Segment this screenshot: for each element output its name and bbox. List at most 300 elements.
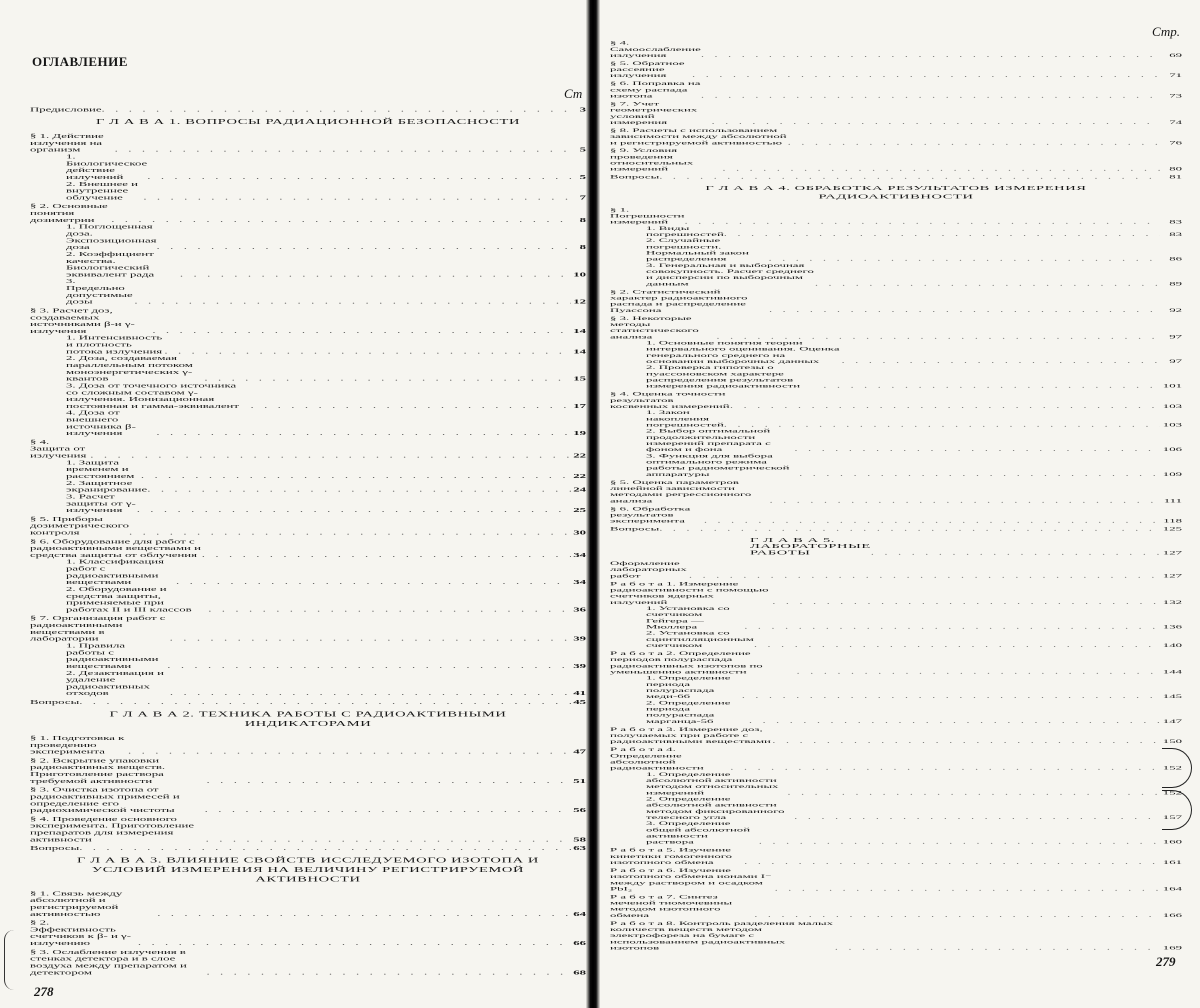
toc-entry-title: § 4. Самоослабление излучения [610, 39, 701, 59]
toc-entry [30, 479, 586, 493]
chapter-heading: Г Л А В А 1. ВОПРОСЫ РАДИАЦИОННОЙ БЕЗОПАСНОСТИ [95, 118, 521, 126]
toc-entry [610, 101, 1182, 126]
dot-leader [170, 635, 572, 642]
toc-entry [30, 203, 586, 223]
dot-leader [206, 969, 571, 976]
toc-entry-title: 4. Доза от внешнего источника β-излучения [66, 409, 136, 437]
toc-page-number: 169 [1162, 944, 1182, 951]
toc-entry [610, 580, 1182, 605]
toc-entry [610, 505, 1182, 524]
toc-entry [610, 771, 1182, 796]
toc-entry-title: § 3. Расчет доз, создаваемых источниками β-и γ-излучения [30, 307, 135, 335]
dot-leader [754, 912, 1160, 918]
dot-leader [769, 498, 1160, 504]
toc-entry [30, 459, 586, 479]
toc-entry-title: § 9. Условия проведения относительных измерений [610, 147, 694, 173]
toc-page-number: 56 [573, 806, 586, 814]
toc-entry-title: 2. Дезактивация и удаление радиоактивных отходов [66, 669, 164, 697]
chapter-heading: Г Л А В А 4. ОБРАБОТКА РЕЗУЛЬТАТОВ ИЗМЕРЕНИЯ РАДИОАКТИВНОСТИ [705, 184, 1087, 201]
dot-leader [722, 166, 1160, 172]
toc-page-number: 25 [573, 506, 586, 514]
dot-leader [90, 452, 571, 459]
toc-entry-title: § 3. Ослабление излучения в стенках детектора и в слое воздуха между препаратом и детектором [30, 948, 187, 976]
toc-entry-title: 1. Установка со счетчиком Гейгера — Мюллера [646, 605, 730, 630]
dot-leader [815, 281, 1160, 287]
dot-leader [138, 940, 571, 947]
toc-entry-title: § 1. Действие излучения на организм [30, 132, 104, 154]
toc-entry [30, 538, 586, 558]
toc-entry-title: 1. Биологическое действие излучений [66, 153, 148, 181]
toc-entry [610, 605, 1182, 630]
toc-entry-title: 2. Выбор оптимальной продолжительности измерений препарата с фоном и фона [646, 427, 771, 453]
toc-entry [610, 894, 1182, 919]
toc-page-number: 83 [1169, 218, 1182, 225]
toc-entry-title: § 5. Оценка параметров линейной зависимости методами регрессионного анализа [610, 479, 752, 504]
toc-page-number: 127 [1162, 549, 1182, 556]
toc-entry-title: § 1. Погрешности измерений [610, 206, 685, 225]
toc-entry [30, 153, 586, 180]
toc-entry [610, 409, 1182, 428]
toc-entry [610, 288, 1182, 313]
toc-page-number: 19 [573, 429, 586, 437]
toc-entry [30, 642, 586, 669]
dot-leader [659, 526, 1160, 532]
toc-entry [30, 516, 586, 536]
dot-leader [754, 642, 1160, 648]
toc-page-number: 83 [1169, 231, 1182, 238]
toc-entry [610, 174, 1182, 180]
toc-entry [30, 786, 586, 813]
toc-entry-title: Р а б о т а 4. Определение абсолютной радиоактивности [610, 746, 704, 771]
toc-entry [610, 479, 1182, 504]
dot-leader [79, 699, 571, 706]
toc-entry [610, 700, 1182, 725]
toc-page-number: 136 [1162, 623, 1182, 630]
dot-leader [685, 219, 1161, 225]
toc-page-number: 69 [1169, 52, 1182, 59]
dot-leader [788, 139, 1160, 145]
page-number: 279 [1156, 954, 1176, 969]
toc-entry [610, 147, 1182, 172]
dot-leader [794, 814, 1160, 820]
toc-entry-title: 1. Основные понятия теории интервального оценивания. Оценка генерального среднего на основании выборочных данных [646, 339, 840, 365]
toc-entry-title: § 2. Основные понятия дозиметрии [30, 202, 108, 224]
toc-entry [610, 560, 1182, 579]
toc-page-number: 14 [573, 327, 586, 335]
toc-page-number: 103 [1162, 421, 1182, 428]
toc-entry [30, 334, 586, 354]
toc-entry [610, 206, 1182, 225]
toc-page-number: 150 [1162, 738, 1182, 745]
toc-entry-title: 2. Проверка гипотезы о пуассоновском характере распределения результатов измерения радиоактивности [646, 364, 801, 390]
toc-entry-title: § 1. Подготовка к проведению эксперимента [30, 734, 125, 756]
toc-page-number: 106 [1162, 446, 1182, 453]
toc-page-number: 17 [573, 402, 586, 410]
toc-page-number: 109 [1162, 471, 1182, 478]
toc-entry-title: 1. Классификация работ с радиоактивными веществами [66, 558, 165, 586]
toc-entry [30, 586, 586, 613]
toc-entry-title: 3. Определение общей абсолютной активности раствора [646, 820, 751, 846]
toc-page-number: 157 [1162, 814, 1182, 821]
toc-page-number: 92 [1169, 307, 1182, 314]
toc-page-number: 47 [573, 748, 586, 756]
toc-entry [30, 493, 586, 513]
toc-entry-title: 2. Оборудование и средства защиты, применяемые при работах II и III классов [66, 585, 192, 613]
page-number: 278 [34, 984, 54, 999]
dot-leader [842, 358, 1160, 364]
dot-leader [176, 579, 571, 586]
dot-leader [202, 552, 571, 559]
dot-leader [180, 271, 571, 278]
dot-leader [689, 572, 1160, 578]
dot-leader [207, 778, 572, 785]
dot-leader [167, 663, 571, 670]
toc-page-number: 8 [579, 216, 586, 224]
toc-entry-title: 2. Доза, создаваемая параллельным потоком моноэнергетических γ-квантов [66, 354, 193, 383]
toc-entry-title: 2. Коэффициент качества. Биологический эквивалент рада [66, 250, 155, 278]
toc-entry-title: § 5. Приборы дозиметрического контроля [30, 515, 129, 536]
toc-entry-title: § 4. Оценка точности результатов косвенных измерений [610, 390, 730, 410]
toc-entry [610, 237, 1182, 262]
dot-leader [204, 375, 571, 382]
dot-leader [775, 886, 1160, 892]
toc-page-number: 7 [579, 194, 586, 201]
dot-leader [115, 146, 572, 153]
toc-entry [30, 439, 586, 459]
toc-entry-title: Р а б о т а 2. Определение периодов полураспада радиоактивных изотопов по уменьшению активности [610, 650, 763, 675]
toc-entry [30, 948, 586, 975]
toc-page-number: 22 [573, 472, 586, 480]
toc-entry-title: 1. Виды погрешностей [646, 224, 724, 238]
toc-entry-title: 3. Генеральная и выборочная совокупность. Расчет среднего и дисперсии по выборочным данным [646, 262, 814, 287]
toc-heading: ОГЛАВЛЕНИЕ [32, 54, 128, 69]
dot-leader [797, 669, 1160, 675]
toc-entry [610, 40, 1182, 59]
toc-page-number: 89 [1169, 280, 1182, 287]
dot-leader [128, 748, 571, 755]
toc-entry-title: 1. Закон накопления погрешностей [646, 409, 724, 428]
toc-entry [30, 615, 586, 642]
toc-entry [610, 127, 1182, 146]
toc-entry-title: § 7. Учет геометрических условий измерения [610, 100, 698, 126]
toc-page-number: 41 [573, 689, 586, 697]
toc-entry-title: 2. Случайные погрешности. Нормальный закон распределения [646, 237, 749, 263]
toc-entry [610, 820, 1182, 845]
dot-leader [823, 383, 1160, 389]
dot-leader [250, 403, 571, 410]
toc-entry-title: 2. Внешнее и внутреннее облучение [66, 180, 138, 201]
scan-artifact [1162, 748, 1192, 788]
toc-entry [30, 278, 586, 305]
toc-entry-title: 1. Поглощенная доза. Экспозиционная доза [66, 223, 157, 251]
toc-page-number: 8 [579, 243, 586, 251]
toc-entry-title: 2. Определение абсолютной активности методом фиксированного телесного угла [646, 795, 785, 821]
toc-page-number: 140 [1162, 642, 1182, 649]
dot-leader [137, 507, 572, 514]
dot-leader [701, 52, 1160, 58]
toc-page-number: 125 [1162, 525, 1182, 532]
toc-entry-title: 1. Правила работы с радиоактивными веществами [66, 642, 159, 670]
toc-page-number: 132 [1162, 598, 1182, 606]
toc-entry-title: Р а б о т а 5. Изучение кинетики гомогенного изотопного обмена [610, 846, 733, 866]
toc-page-number: 34 [573, 578, 586, 586]
toc-entry [30, 757, 586, 784]
toc-entry-title: 1. Определение абсолютной активности методом относительных измерений [646, 770, 779, 796]
toc-page-number: 166 [1162, 912, 1182, 919]
toc-entry [610, 867, 1182, 892]
toc-page-number: 5 [579, 146, 586, 154]
toc-entry [30, 223, 586, 250]
toc-entry [610, 60, 1182, 79]
chapter-heading: Г Л А В А 2. ТЕХНИКА РАБОТЫ С РАДИОАКТИВНЫМИ ИНДИКАТОРАМИ [109, 710, 507, 728]
toc-entry-title: Вопросы [610, 525, 660, 532]
toc-entry [610, 920, 1182, 951]
toc-page-number: 66 [573, 939, 586, 947]
toc-entry-title: Р а б о т а 3. Измерение доз, получаемых при работе с радиоактивными веществами [610, 725, 771, 745]
toc-entry-title: Оформление лабораторных работ [610, 560, 687, 579]
toc-page-number: 145 [1162, 693, 1182, 700]
toc-entry [610, 726, 1182, 745]
toc-entry [30, 307, 586, 334]
toc-page-number: 34 [573, 551, 586, 559]
toc-entry-title: § 4. Защита от излучения [30, 438, 87, 460]
toc-entry-title: 2. Установка со сцинтилляционным счетчиком [646, 629, 754, 649]
toc-entry-title: Вопросы [610, 173, 660, 181]
dot-leader [206, 836, 572, 843]
toc-page-number: 164 [1162, 885, 1182, 892]
toc-page-number: 15 [573, 375, 586, 383]
toc-entry-title: § 4. Проведение основного эксперимента. Приготовление препаратов для измерения активности [30, 815, 195, 843]
toc-entry [30, 669, 586, 696]
dot-leader [744, 859, 1160, 865]
scan-artifact [1162, 790, 1192, 830]
toc-entry-title: § 3. Очистка изотопа от радиоактивных примесей и определение его радиохимической чистоты [30, 786, 180, 814]
dot-leader [794, 446, 1160, 452]
toc-page-number: 103 [1162, 403, 1182, 410]
toc-page-number: 14 [573, 347, 586, 355]
toc-page-number: 45 [573, 698, 586, 706]
toc-entry-title: 3. Доза от точечного источника со сложным составом γ-излучения. Ионизационная постоянная и гамма-эквивалент [66, 382, 239, 410]
toc-page-number: 144 [1162, 668, 1182, 675]
toc-entry [30, 180, 586, 200]
dot-leader [134, 298, 571, 305]
toc-page-number: 30 [573, 529, 586, 536]
toc-page-number: 101 [1162, 382, 1182, 390]
toc-page-number: 76 [1169, 139, 1182, 146]
toc-page-number: 58 [573, 835, 586, 843]
toc-page-number: 81 [1169, 173, 1182, 181]
toc-list [30, 104, 586, 976]
toc-page-number: 152 [1162, 789, 1182, 796]
dot-leader [712, 119, 1160, 125]
toc-entry [610, 80, 1182, 99]
toc-entry [30, 699, 586, 706]
left-page [0, 0, 588, 1008]
toc-page-number: 147 [1162, 718, 1182, 725]
toc-entry [30, 355, 586, 382]
scan-artifact [4, 930, 14, 990]
page-column-header: Ст [564, 86, 583, 101]
toc-entry-title: 1. Интенсивность и плотность потока излучения [66, 334, 163, 355]
toc-entry-title: § 2. Статистический характер радиоактивного распада и распределение Пуассона [610, 288, 748, 314]
toc-page-number: 12 [573, 298, 586, 306]
toc-page-number: 68 [573, 968, 586, 976]
dot-leader [768, 256, 1160, 262]
toc-entry [30, 919, 586, 946]
toc-page-number: 36 [573, 606, 586, 613]
toc-page-number: 127 [1162, 572, 1182, 579]
toc-entry-title: 1. Определение периода полураспада меди-66 [646, 674, 731, 700]
toc-entry [610, 847, 1182, 866]
toc-entry-title: 1. Защита временем и расстоянием [66, 459, 135, 480]
toc-page-number: 118 [1163, 517, 1182, 524]
toc-entry-title: § 8. Расчеты с использованием зависимости между абсолютной и регистрируемой активностью [610, 127, 787, 146]
dot-leader [835, 945, 1160, 951]
toc-entry [610, 630, 1182, 649]
toc-entry [30, 816, 586, 843]
toc-page-number: 22 [573, 452, 586, 460]
toc-entry [30, 382, 586, 409]
dot-leader [704, 518, 1160, 524]
toc-entry-title: § 7. Организация работ с радиоактивными веществами в лаборатории [30, 614, 166, 643]
toc-page-number: 64 [573, 910, 586, 918]
dot-leader [772, 599, 1160, 605]
toc-entry [610, 526, 1182, 532]
toc-entry [610, 364, 1182, 389]
toc-entry-title: Вопросы [30, 698, 80, 706]
toc-page-number: 152 [1162, 764, 1182, 771]
toc-page-number: 86 [1169, 255, 1182, 263]
dot-leader [156, 430, 571, 437]
toc-entry [30, 133, 586, 153]
dot-leader [102, 106, 572, 113]
dot-leader [79, 845, 571, 852]
toc-page-number: 74 [1169, 119, 1182, 126]
dot-leader [730, 765, 1160, 771]
toc-entry-title: 2. Определение периода полураспада марганца-56 [646, 699, 731, 725]
toc-entry-title: Р а б о т а 1. Измерение радиоактивности с помощью счетчиков ядерных излучений [610, 580, 769, 606]
toc-entry [610, 391, 1182, 410]
toc-page-number: 97 [1169, 333, 1182, 340]
toc-page-number: 73 [1169, 92, 1182, 99]
dot-leader [769, 307, 1160, 313]
dot-leader [205, 807, 572, 814]
dot-leader [701, 93, 1160, 99]
toc-page-number: 10 [573, 271, 586, 278]
toc-entry [610, 453, 1182, 478]
dot-leader [692, 72, 1160, 78]
dot-leader [772, 738, 1160, 744]
dot-leader [759, 839, 1160, 845]
toc-entry-title: § 6. Поправка на схему распада изотопа [610, 80, 701, 99]
toc-entry-title: 3. Расчет защиты от γ-излучения [66, 493, 136, 514]
toc-page-number: 39 [573, 635, 586, 643]
toc-entry-title: Вопросы [30, 844, 80, 852]
dot-leader [129, 529, 571, 536]
dot-leader [164, 348, 571, 355]
dot-leader [141, 473, 571, 480]
dot-leader [111, 216, 572, 223]
toc-page-number: 111 [1163, 497, 1182, 504]
dot-leader [742, 693, 1160, 699]
toc-page-number: 80 [1169, 165, 1182, 173]
toc-entry-title: 3. Предельно допустимые дозы [66, 277, 133, 306]
toc-page-number: 161 [1162, 859, 1182, 866]
right-page [600, 0, 1200, 1008]
toc-page-number: 5 [579, 173, 586, 181]
toc-entry-title: § 5. Обратное рассеяние излучения [610, 60, 685, 79]
dot-leader [659, 174, 1160, 180]
toc-entry [610, 675, 1182, 700]
toc-entry-title: Г Л А В А 5. ЛАБОРАТОРНЫЕ РАБОТЫ [750, 536, 871, 557]
toc-page-number: 24 [573, 486, 586, 494]
toc-entry-title: § 2. Эффективность счетчиков к β- и γ-излучению [30, 919, 131, 947]
toc-entry [610, 225, 1182, 237]
toc-entry-title: 2. Защитное экранирование [66, 479, 148, 494]
toc-page-number: 63 [573, 844, 586, 852]
toc-entry-title: Р а б о т а 8. Контроль разделения малых количеств веществ методом электрофореза на бумаге с использованием радиоактивных изотопов [610, 920, 834, 951]
toc-page-number: 160 [1162, 838, 1182, 846]
book-spine [586, 0, 600, 1008]
toc-entry [610, 262, 1182, 287]
dot-leader [143, 194, 572, 201]
dot-leader [157, 244, 572, 251]
dot-leader [170, 690, 571, 697]
toc-entry [610, 796, 1182, 821]
page-column-header: Стр. [1152, 24, 1180, 39]
toc-page-number: 3 [579, 105, 586, 113]
toc-entry [610, 746, 1182, 771]
toc-entry-title: § 2. Вскрытие упаковки радиоактивных веществ. Приготовление раствора требуемой активности [30, 757, 166, 785]
dot-leader [749, 718, 1160, 724]
dot-leader [744, 624, 1160, 630]
toc-entry [610, 428, 1182, 453]
dot-leader [787, 789, 1160, 795]
toc-entry [610, 340, 1182, 365]
toc-page-number: 39 [573, 662, 586, 670]
dot-leader [730, 403, 1160, 409]
dot-leader [147, 174, 572, 181]
chapter-heading: Г Л А В А 3. ВЛИЯНИЕ СВОЙСТВ ИССЛЕДУЕМОГО ИЗОТОПА И УСЛОВИЙ ИЗМЕРЕНИЯ НА ВЕЛИЧИНУ РЕГИСТРИРУЕМОЙ АКТИВНОСТИ [77, 856, 539, 884]
toc-entry [30, 890, 586, 917]
dot-leader [147, 486, 571, 493]
toc-entry [30, 845, 586, 852]
toc-entry [30, 409, 586, 436]
dot-leader [157, 910, 571, 917]
toc-entry [610, 650, 1182, 675]
toc-entry-title: Р а б о т а 7. Синтез меченой тиомочевины методом изотопного обмена [610, 893, 733, 919]
toc-list [610, 38, 1182, 951]
toc-page-number: 51 [573, 777, 586, 785]
chapter-heading [610, 537, 1182, 556]
toc-entry [30, 735, 586, 755]
toc-entry [30, 251, 586, 278]
toc-entry-title: Предисловие [30, 105, 102, 113]
toc-entry-title: 3. Функция для выбора оптимального режима работы радиометрической аппаратуры [646, 452, 790, 478]
toc-entry-title: Р а б о т а 6. Изучение изотопного обмена ионами I⁻ между раствором и осадком PbI₂ [610, 867, 772, 892]
dot-leader [152, 328, 571, 335]
toc-entry-title: § 6. Обработка результатов эксперимента [610, 505, 691, 524]
toc-page-number: 71 [1169, 72, 1182, 79]
dot-leader [724, 231, 1160, 237]
toc-entry [30, 106, 586, 113]
toc-entry-title: § 3. Некоторые методы статистического анализа [610, 314, 699, 340]
toc-entry-title: § 1. Связь между абсолютной и регистрируемой активностью [30, 890, 123, 918]
toc-page-number: 97 [1169, 358, 1182, 365]
dot-leader [871, 550, 1160, 556]
toc-entry [610, 315, 1182, 340]
toc-entry-title: § 6. Оборудование для работ с радиоактивными веществами и средства защиты от облучения [30, 537, 201, 559]
